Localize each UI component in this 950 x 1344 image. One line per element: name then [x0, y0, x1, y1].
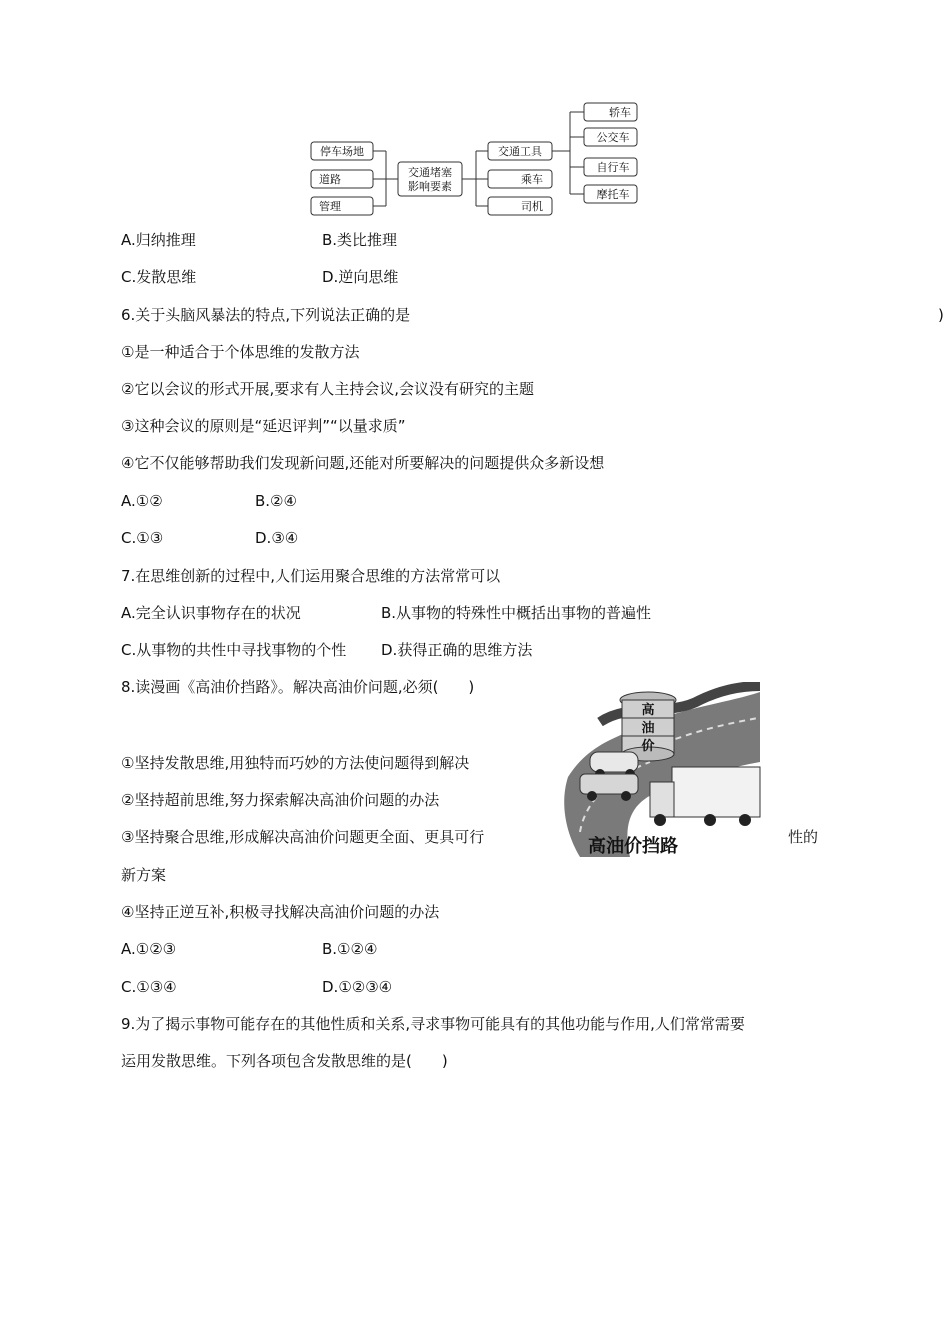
- high-oil-price-cartoon: [560, 682, 770, 862]
- diagram-label-road: 道路: [319, 173, 341, 186]
- cartoon-oil-barrel: [620, 692, 676, 761]
- q6-option-d: D.③④: [255, 529, 299, 547]
- q6-stem: 6.关于头脑风暴法的特点,下列说法正确的是: [121, 306, 411, 324]
- q7-option-a: A.完全认识事物存在的状况: [121, 604, 301, 622]
- barrel-char-3: 价: [641, 739, 655, 754]
- q8-item-3-end: 新方案: [121, 866, 167, 884]
- diagram-label-bus: 公交车: [596, 131, 630, 144]
- q9-line-1: 9.为了揭示事物可能存在的其他性质和关系,寻求事物可能具有的其他功能与作用,人们常常需要: [121, 1015, 745, 1033]
- q5-option-b: B.类比推理: [322, 231, 398, 249]
- q9-line-2: 运用发散思维。下列各项包含发散思维的是( ): [121, 1052, 448, 1070]
- q8-option-a: A.①②③: [121, 940, 177, 958]
- q6-item-1: ①是一种适合于个体思维的发散方法: [121, 343, 360, 361]
- diagram-label-parking: 停车场地: [320, 145, 364, 158]
- diagram-label-car: 轿车: [609, 106, 631, 119]
- diagram-label-bicycle: 自行车: [596, 161, 630, 174]
- q8-option-d: D.①②③④: [322, 978, 393, 996]
- q7-option-b: B.从事物的特殊性中概括出事物的普遍性: [381, 604, 652, 622]
- q8-item-4: ④坚持正逆互补,积极寻找解决高油价问题的办法: [121, 903, 440, 921]
- barrel-char-2: 油: [641, 721, 655, 736]
- diagram-label-riding: 乘车: [521, 173, 543, 186]
- diagram-label-driver: 司机: [521, 200, 543, 213]
- q8-option-b: B.①②④: [322, 940, 378, 958]
- q8-item-3-cont: 性的: [788, 828, 819, 846]
- q5-option-c: C.发散思维: [121, 268, 197, 286]
- cartoon-caption: 高油价挡路: [588, 836, 678, 857]
- diagram-label-motorcycle: 摩托车: [596, 188, 630, 201]
- q8-stem: 8.读漫画《高油价挡路》。解决高油价问题,必须( ): [121, 678, 475, 696]
- q6-item-3: ③这种会议的原则是“延迟评判”“以量求质”: [121, 417, 406, 435]
- q6-item-4: ④它不仅能够帮助我们发现新问题,还能对所要解决的问题提供众多新设想: [121, 454, 605, 472]
- diagram-label-center-2: 影响要素: [408, 180, 452, 193]
- traffic-factors-diagram: [306, 100, 646, 220]
- q6-option-c: C.①③: [121, 529, 164, 547]
- diagram-label-center-1: 交通堵塞: [408, 166, 452, 179]
- diagram-label-vehicles: 交通工具: [498, 145, 542, 158]
- q7-stem: 7.在思维创新的过程中,人们运用聚合思维的方法常常可以: [121, 567, 501, 585]
- q8-option-c: C.①③④: [121, 978, 177, 996]
- q5-option-d: D.逆向思维: [322, 268, 399, 286]
- q6-item-2: ②它以会议的形式开展,要求有人主持会议,会议没有研究的主题: [121, 380, 534, 398]
- q8-item-1: ①坚持发散思维,用独特而巧妙的方法使问题得到解决: [121, 754, 470, 772]
- q7-option-d: D.获得正确的思维方法: [381, 641, 533, 659]
- barrel-char-1: 高: [641, 703, 655, 718]
- q8-item-3: ③坚持聚合思维,形成解决高油价问题更全面、更具可行: [121, 828, 485, 846]
- q6-option-a: A.①②: [121, 492, 163, 510]
- diagram-label-management: 管理: [319, 200, 341, 213]
- q7-option-c: C.从事物的共性中寻找事物的个性: [121, 641, 347, 659]
- q6-paren: ): [938, 306, 944, 324]
- q8-item-2: ②坚持超前思维,努力探索解决高油价问题的办法: [121, 791, 440, 809]
- q5-option-a: A.归纳推理: [121, 231, 196, 249]
- q6-option-b: B.②④: [255, 492, 297, 510]
